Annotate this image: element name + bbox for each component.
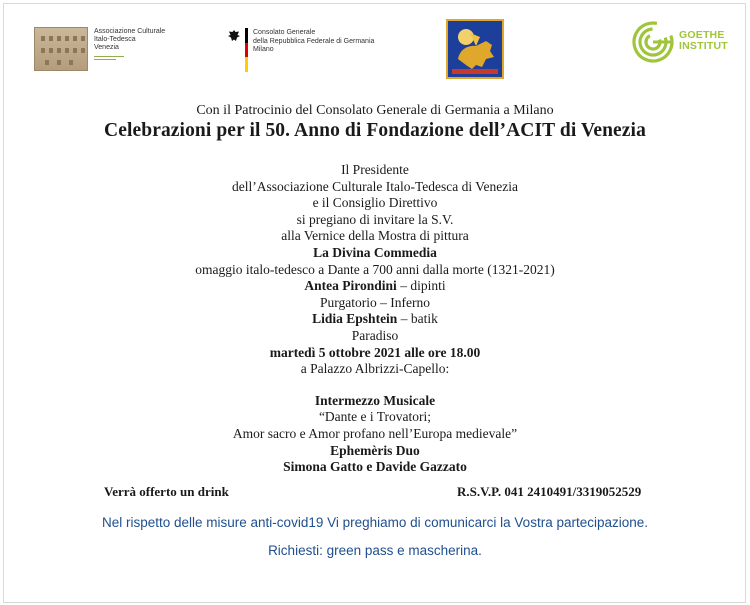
invitation-body <box>0 162 750 476</box>
music-heading: Intermezzo Musicale <box>314 392 436 408</box>
artist-2-line <box>0 311 750 328</box>
performers-names: Simona Gatto e Davide Gazzato <box>283 459 467 475</box>
lion-of-st-mark-icon <box>446 19 504 79</box>
association-line: dell’Associazione Culturale Italo-Tedesca di Venezia <box>232 178 518 194</box>
page-title: Celebrazioni per il 50. Anno di Fondazione dell’ACIT di Venezia <box>104 120 646 141</box>
acit-tagline-mark <box>94 56 128 62</box>
artist-1-line <box>0 278 750 295</box>
acit-line-3: Venezia <box>94 44 119 51</box>
tribute-line: omaggio italo-tedesco a Dante a 700 anni dalla morte (1321-2021) <box>195 261 555 277</box>
music-title-line-2: Amor sacro e Amor profano nell’Europa medievale” <box>232 425 518 441</box>
eagle-icon <box>227 29 241 43</box>
acit-line-1: Associazione Culturale <box>94 28 166 35</box>
goethe-institut-logo-icon <box>631 20 675 64</box>
event-venue: a Palazzo Albrizzi-Capello: <box>300 361 450 377</box>
artist-1-role: – dipinti <box>396 278 446 294</box>
artist-1-name: Antea Pirondini <box>304 278 397 294</box>
council-line: e il Consiglio Direttivo <box>312 195 438 211</box>
exhibition-intro-line: alla Vernice della Mostra di pittura <box>281 228 469 244</box>
consolato-logo-text <box>253 29 374 55</box>
goethe-line-1: GOETHE <box>679 29 725 41</box>
music-title-line-1: “Dante e i Trovatori; <box>318 409 432 425</box>
artist-2-name: Lidia Epshtein <box>312 311 398 327</box>
drink-note: Verrà offerto un drink <box>104 484 229 499</box>
requirements-notice: Richiesti: green pass e mascherina. <box>268 543 482 558</box>
acit-line-2: Italo-Tedesca <box>94 36 136 43</box>
goethe-line-2: INSTITUT <box>679 40 728 52</box>
consolato-line-2: della Repubblica Federale di Germania <box>253 37 375 45</box>
rsvp-contact: R.S.V.P. 041 2410491/3319052529 <box>457 484 642 499</box>
goethe-institut-logo-text <box>679 30 728 52</box>
artist-2-role: – batik <box>397 311 438 327</box>
invite-line: si pregiano di invitare la S.V. <box>296 211 454 227</box>
artist-2-works: Paradiso <box>351 327 399 343</box>
exhibition-title: La Divina Commedia <box>313 244 437 260</box>
acit-logo-text <box>94 28 165 52</box>
ensemble-name: Ephemèris Duo <box>330 442 420 458</box>
covid-notice: Nel rispetto delle misure anti-covid19 Vi preghiamo di comunicarci la Vostra partecipazione. <box>101 515 649 530</box>
patronage-line: Con il Patrocinio del Consolato Generale di Germania a Milano <box>196 103 554 118</box>
event-datetime: martedì 5 ottobre 2021 alle ore 18.00 <box>269 344 481 360</box>
consolato-line-1: Consolato Generale <box>253 29 316 36</box>
acit-building-logo <box>34 27 88 71</box>
consolato-line-3: Milano <box>253 46 274 53</box>
german-flag-bar <box>245 28 248 72</box>
president-line: Il Presidente <box>341 162 409 177</box>
artist-1-works: Purgatorio – Inferno <box>320 294 430 310</box>
